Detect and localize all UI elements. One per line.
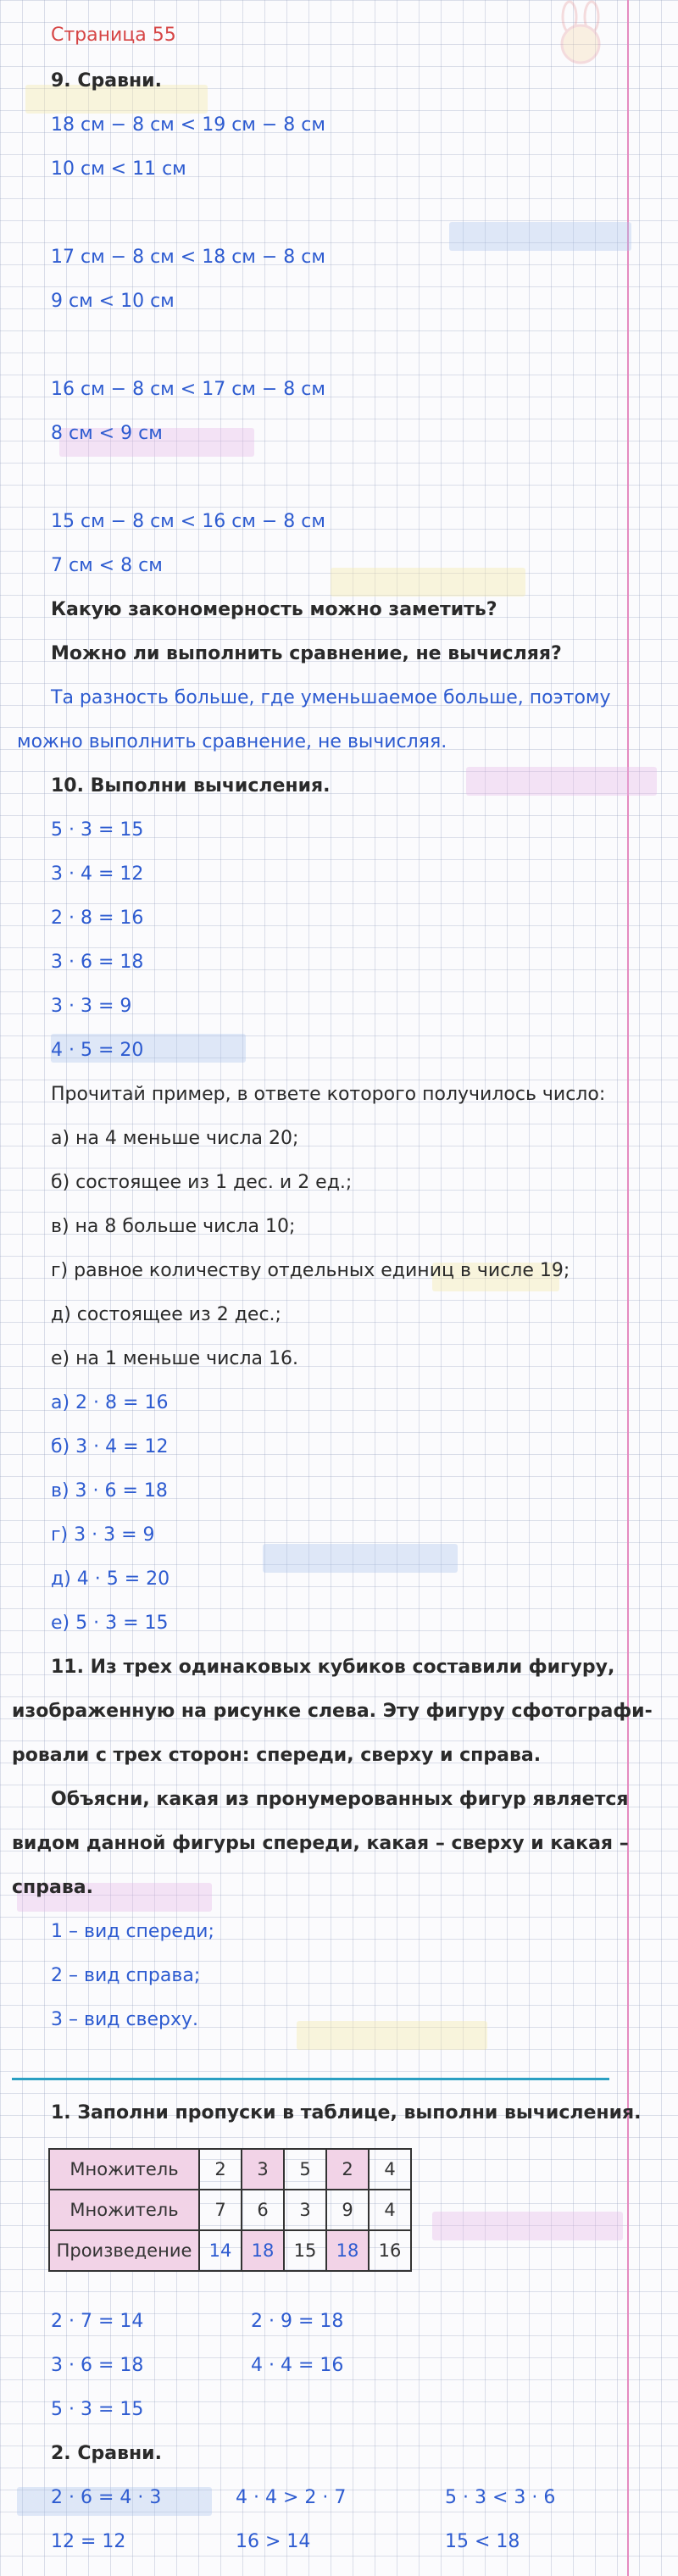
table-cell: 18: [326, 2230, 369, 2271]
multiplication-table: [48, 2148, 412, 2272]
task10-condition: д) состоящее из 2 дес.;: [51, 1304, 281, 1325]
comparison-result: 16 > 14: [236, 2531, 311, 2552]
row-label: Множитель: [49, 2190, 199, 2230]
task11-answer: 3 – вид сверху.: [51, 2009, 199, 2030]
calculation: 4 · 5 = 20: [51, 1040, 144, 1061]
watermark: [432, 2212, 623, 2240]
task10-answer: а) 2 · 8 = 16: [51, 1392, 169, 1413]
table-row: [49, 2149, 411, 2190]
watermark: [466, 767, 657, 796]
task1-heading: 1. Заполни пропуски в таблице, выполни вычисления.: [51, 2102, 642, 2124]
task10-condition: е) на 1 меньше числа 16.: [51, 1348, 299, 1369]
comparison-expression: 15 см − 8 см < 16 см − 8 см: [51, 511, 325, 532]
comparison: 5 · 3 < 3 · 6: [445, 2487, 556, 2508]
task10-condition: в) на 8 больше числа 10;: [51, 1216, 296, 1237]
task11-answer: 1 – вид спереди;: [51, 1921, 214, 1942]
comparison: 2 · 6 = 4 · 3: [51, 2487, 162, 2508]
comparison-result: 15 < 18: [445, 2531, 520, 2552]
task10-condition: а) на 4 меньше числа 20;: [51, 1128, 299, 1149]
table-cell: 3: [242, 2149, 284, 2190]
task9-question: Можно ли выполнить сравнение, не вычисляя?: [51, 643, 562, 664]
page-title: Страница 55: [51, 25, 176, 46]
table-cell: 2: [199, 2149, 242, 2190]
task10-prompt: Прочитай пример, в ответе которого получилось число:: [51, 1084, 606, 1105]
comparison: 4 · 4 > 2 · 7: [236, 2487, 347, 2508]
rabbit-logo-icon: [551, 0, 610, 68]
row-label: Множитель: [49, 2149, 199, 2190]
table-cell: 18: [242, 2230, 284, 2271]
comparison-result: 12 = 12: [51, 2531, 126, 2552]
notebook-margin-line: [627, 0, 629, 2576]
task10-answer: е) 5 · 3 = 15: [51, 1613, 169, 1634]
task10-answer: г) 3 · 3 = 9: [51, 1524, 155, 1546]
table-cell: 9: [326, 2190, 369, 2230]
table-row: [49, 2230, 411, 2271]
task10-condition: б) состоящее из 1 дес. и 2 ед.;: [51, 1172, 353, 1193]
table-cell: 16: [369, 2230, 411, 2271]
task11-text: справа.: [12, 1877, 93, 1898]
task11-text: изображенную на рисунке слева. Эту фигуру сфотографи-: [12, 1701, 653, 1722]
watermark: [449, 222, 631, 251]
calculation: 2 · 7 = 14: [51, 2311, 144, 2332]
calculation: 5 · 3 = 15: [51, 819, 144, 841]
calculation: 5 · 3 = 15: [51, 2399, 144, 2420]
table-cell: 6: [242, 2190, 284, 2230]
calculation: 2 · 9 = 18: [251, 2311, 344, 2332]
comparison-result: 8 см < 9 см: [51, 423, 163, 444]
task9-heading: 9. Сравни.: [51, 70, 162, 92]
calculation: 3 · 3 = 9: [51, 996, 132, 1017]
calculation: 2 · 8 = 16: [51, 908, 144, 929]
task10-answer: б) 3 · 4 = 12: [51, 1436, 169, 1457]
task9-answer: Та разность больше, где уменьшаемое больше, поэтому: [51, 687, 611, 708]
row-label: Произведение: [49, 2230, 199, 2271]
task11-text: видом данной фигуры спереди, какая – сверху и какая –: [12, 1833, 629, 1854]
calculation: 3 · 6 = 18: [51, 2355, 144, 2376]
task11-text: Объясни, какая из пронумерованных фигур является: [51, 1789, 629, 1810]
comparison-result: 9 см < 10 см: [51, 291, 175, 312]
table-row: [49, 2190, 411, 2230]
table-cell: 5: [284, 2149, 326, 2190]
task2-heading: 2. Сравни.: [51, 2443, 162, 2464]
table-cell: 15: [284, 2230, 326, 2271]
table-cell: 4: [369, 2190, 411, 2230]
table-cell: 3: [284, 2190, 326, 2230]
task11-answer: 2 – вид справа;: [51, 1965, 201, 1986]
comparison-result: 10 см < 11 см: [51, 158, 186, 180]
table-cell: 14: [199, 2230, 242, 2271]
table-cell: 4: [369, 2149, 411, 2190]
calculation: 3 · 4 = 12: [51, 863, 144, 885]
task9-answer: можно выполнить сравнение, не вычисляя.: [17, 731, 447, 752]
task10-condition: г) равное количеству отдельных единиц в числе 19;: [51, 1260, 570, 1281]
task11-text: ровали с трех сторон: спереди, сверху и справа.: [12, 1745, 542, 1766]
task11-text: 11. Из трех одинаковых кубиков составили фигуру,: [51, 1657, 615, 1678]
section-separator: [12, 2078, 609, 2080]
calculation: 3 · 6 = 18: [51, 952, 144, 973]
calculation: 4 · 4 = 16: [251, 2355, 344, 2376]
table-cell: 2: [326, 2149, 369, 2190]
task10-heading: 10. Выполни вычисления.: [51, 775, 331, 797]
comparison-expression: 18 см − 8 см < 19 см − 8 см: [51, 114, 325, 136]
comparison-expression: 17 см − 8 см < 18 см − 8 см: [51, 247, 325, 268]
comparison-result: 7 см < 8 см: [51, 555, 163, 576]
watermark: [331, 568, 525, 597]
comparison-expression: 16 см − 8 см < 17 см − 8 см: [51, 379, 325, 400]
task10-answer: д) 4 · 5 = 20: [51, 1568, 170, 1590]
watermark: [297, 2021, 487, 2050]
task10-answer: в) 3 · 6 = 18: [51, 1480, 168, 1502]
task9-question: Какую закономерность можно заметить?: [51, 599, 497, 620]
table-cell: 7: [199, 2190, 242, 2230]
watermark: [263, 1544, 458, 1573]
